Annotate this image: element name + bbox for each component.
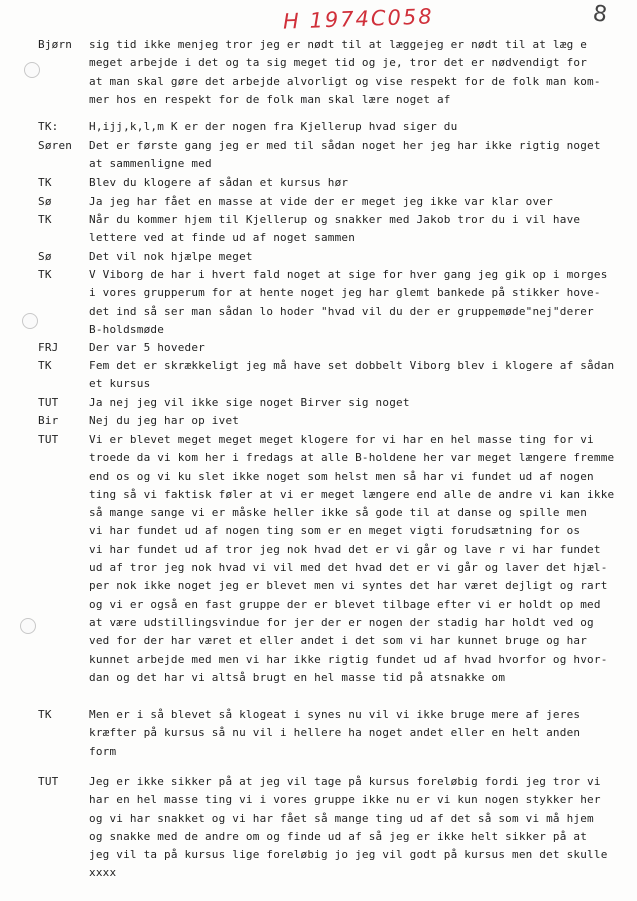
utterance-text (89, 36, 629, 109)
utterance-text (89, 339, 629, 357)
speaker-label: Bir (38, 414, 59, 427)
text-line: Ja nej jeg vil ikke sige noget Birver sig noget (89, 396, 410, 409)
archive-id-handwritten: H 1974C058 (282, 4, 435, 34)
text-line: ud af tror jeg nok hvad vi vil med det hvad det er vi går og laver det hjæl- (89, 561, 608, 575)
utterance-text (89, 773, 629, 883)
text-line: sig tid ikke menjeg tror jeg er nødt til at læggejeg er nødt til at læg e (89, 38, 588, 51)
punch-hole-top (24, 62, 40, 78)
utterance-text (89, 394, 629, 412)
text-line: per nok ikke noget jeg er blevet men vi syntes det har været dejligt og rart (89, 579, 608, 593)
text-line: har en hel masse ting vi i vores gruppe ikke nu er vi kun nogen stykker her (89, 793, 601, 807)
text-line: V Viborg de har i hvert fald noget at sige for hver gang jeg gik op i morges (89, 268, 608, 281)
utterance-text (89, 266, 629, 339)
page-number-handwritten: 8 (591, 1, 609, 28)
speaker-label: TK (38, 708, 52, 721)
speaker-label: TK (38, 268, 52, 281)
speaker-label: TK (38, 213, 52, 226)
text-line: Blev du klogere af sådan et kursus hør (89, 176, 349, 189)
text-line: troede da vi kom her i fredags at alle B-holdene her var meget længere fremme (89, 451, 615, 465)
text-line: Jeg er ikke sikker på at jeg vil tage på kursus foreløbig fordi jeg tror vi (89, 775, 601, 788)
text-line: Fem det er skrækkeligt jeg må have set dobbelt Viborg blev i klogere af sådan (89, 359, 615, 372)
text-line: B-holdsmøde (89, 322, 165, 336)
punch-hole-middle (22, 313, 38, 329)
text-line: Men er i så blevet så klogeat i synes nu vil vi ikke bruge mere af jeres (89, 708, 581, 721)
speaker-label: Sø (38, 195, 52, 208)
text-line: det ind så ser man sådan lo hoder "hvad vil du der er gruppemøde"nej"derer (89, 304, 594, 318)
text-line: end os og vi ku slet ikke noget som helst men så har vi fundet ud af nogen (89, 469, 594, 483)
text-line: Når du kommer hjem til Kjellerup og snakker med Jakob tror du i vil have (89, 213, 581, 226)
speaker-label: TUT (38, 396, 59, 409)
utterance-text (89, 137, 629, 174)
text-line: at være udstillingsvindue for jer der er nogen der stadig har holdt ved og (89, 615, 594, 629)
text-line: form (89, 744, 117, 758)
utterance-text (89, 248, 629, 266)
utterance-text (89, 211, 629, 248)
utterance-text (89, 193, 629, 211)
text-line: jeg vil ta på kursus lige foreløbig jo jeg vil godt på kursus men det skulle (89, 848, 608, 862)
text-line: og vi har snakket og vi har fået så mange ting ud af det så som vi må hjem (89, 811, 594, 825)
text-line: og snakke med de andre om og finde ud af så jeg er ikke helt sikker på at (89, 829, 588, 843)
utterance-text (89, 118, 629, 136)
speaker-label: Sø (38, 250, 52, 263)
speaker-label: TK (38, 359, 52, 372)
text-line: lettere ved at finde ud af noget sammen (89, 231, 356, 245)
text-line: dan og det har vi altså brugt en hel masse tid på atsnakke om (89, 670, 506, 684)
text-line: i vores grupperum for at hente noget jeg har glemt bankede på stikker hove- (89, 286, 601, 300)
text-line: at man skal gøre det arbejde alvorligt og vise respekt for de folk man kom- (89, 74, 601, 88)
text-line: H,ijj,k,l,m K er der nogen fra Kjellerup hvad siger du (89, 120, 458, 133)
speaker-label: TK: (38, 120, 59, 133)
utterance-text (89, 431, 629, 687)
text-line: at sammenligne med (89, 157, 212, 171)
text-line: xxxx (89, 866, 117, 880)
speaker-label: Bjørn (38, 38, 73, 51)
text-line: ting så vi faktisk føler at vi er meget længere end alle de andre vi kan ikke (89, 487, 615, 501)
text-line: Der var 5 hoveder (89, 341, 205, 354)
speaker-label: TUT (38, 775, 59, 788)
text-line: Nej du jeg har op ivet (89, 414, 240, 427)
text-line: Ja jeg har fået en masse at vide der er meget jeg ikke var klar over (89, 195, 553, 208)
text-line: ved for der har været et eller andet i det som vi har kunnet bruge og har (89, 634, 588, 648)
text-line: mer hos en respekt for de folk man skal lære noget af (89, 92, 451, 106)
text-line: kræfter på kursus så nu vil i hellere ha noget andet eller en helt anden (89, 726, 581, 740)
text-line: Det er første gang jeg er med til sådan noget her jeg har ikke rigtig noget (89, 139, 601, 152)
text-line: så mange sange vi er måske heller ikke så gode til at danse og spille men (89, 506, 588, 520)
text-line: og vi er også en fast gruppe der er blevet tilbage efter vi er holdt op med (89, 597, 601, 611)
utterance-text (89, 412, 629, 430)
speaker-label: TK (38, 176, 52, 189)
text-line: et kursus (89, 377, 151, 391)
utterance-text (89, 357, 629, 394)
utterance-text (89, 706, 629, 761)
speaker-label: FRJ (38, 341, 59, 354)
text-line: Det vil nok hjælpe meget (89, 250, 253, 263)
punch-hole-bottom (20, 618, 36, 634)
text-line: vi har fundet ud af nogen ting som er en meget vigti forudsætning for os (89, 524, 581, 538)
speaker-label: Søren (38, 139, 73, 152)
text-line: kunnet arbejde med men vi har ikke rigtig fundet ud af hvad hvorfor og hvor- (89, 652, 608, 666)
text-line: vi har fundet ud af tror jeg nok hvad det er vi går og lave r vi har fundet (89, 542, 601, 556)
text-line: meget arbejde i det og ta sig meget tid og je, tror det er nødvendigt for (89, 56, 588, 70)
speaker-label: TUT (38, 433, 59, 446)
text-line: Vi er blevet meget meget meget klogere for vi har en hel masse ting for vi (89, 433, 594, 446)
utterance-text (89, 174, 629, 192)
